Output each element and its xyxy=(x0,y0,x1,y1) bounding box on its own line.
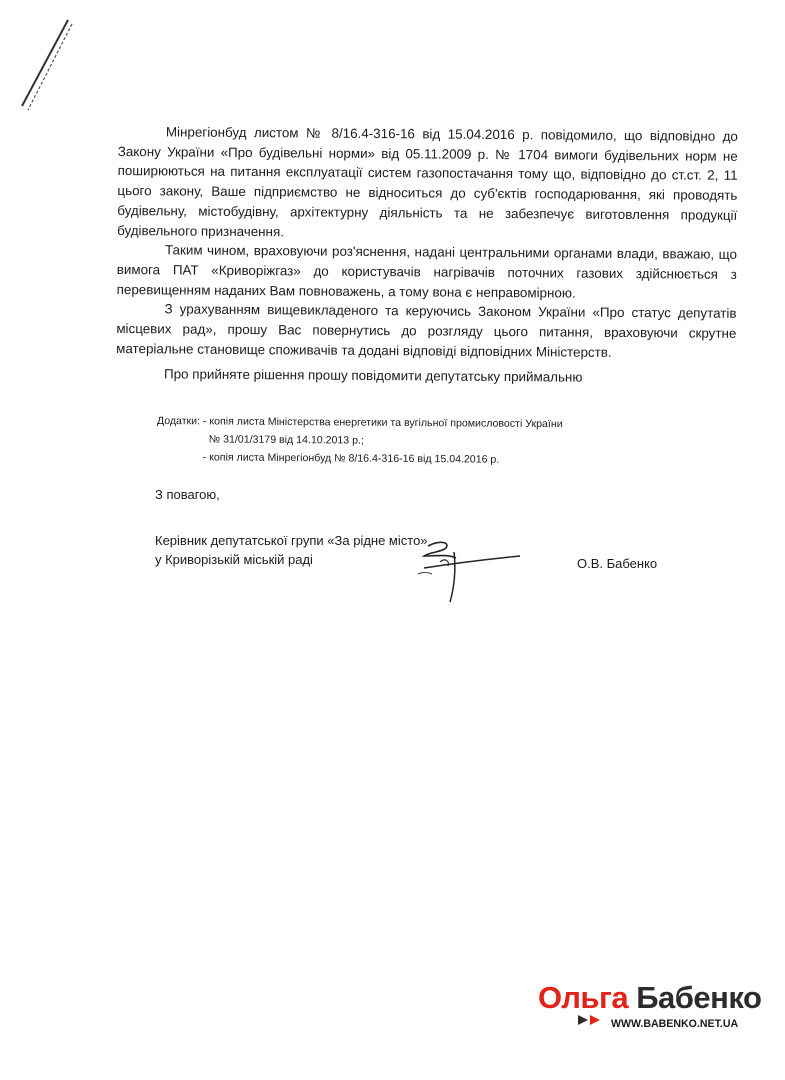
watermark-last-name: Бабенко xyxy=(636,980,762,1015)
attachment-2: - копія листа Мінрегіонбуд № 8/16.4-316-16 від 15.04.2016 р. xyxy=(202,451,500,466)
regards: З повагою, xyxy=(155,487,220,502)
signer-title-line-2: у Криворізькій міській раді xyxy=(155,552,313,567)
scan-corner-mark xyxy=(18,18,78,113)
paragraph-2: Таким чином, враховуючи роз'яснення, надані центральними органами влади, вважаю, що вимога ПАТ «Криворіжгаз» до користувачів нагрівачів поточних газових здійснюється з перевищенням наданих Вам повноважень, а тому вона є неправомірною. xyxy=(116,242,738,301)
paragraph-1: Мінрегіонбуд листом № 8/16.4-316-16 від 15.04.2016 р. повідомило, що відповідно до Закону України «Про будівельні норми» від 05.11.2009 р. № 1704 вимоги будівельних норм не поширюються на питання експлуатації систем газопостачання тому що, відповідно до ст.ст. 2, 11 цього закону, Ваше підприємство не відноситься до суб'єктів господарювання, які проводять будівельну, містобудівну, архітектурну діяльність та не забезпечує виготовлення продукції будівельного призначення. xyxy=(117,124,738,239)
attachments-label: Додатки: xyxy=(156,414,201,428)
attachments-block xyxy=(157,412,717,470)
paragraph-3: З урахуванням вищевикладеного та керуючись Законом України «Про статус депутатів місцевих рад», прошу Вас повернутись до розгляду цього питання, враховуючи скрутне матеріальне становище споживачів та додані відповіді відповідних Міністерств. xyxy=(116,301,737,360)
closing-request: Про прийняте рішення прошу повідомити депутатську приймальню xyxy=(163,366,583,386)
signer-title xyxy=(155,531,428,569)
signer-name: О.В. Бабенко xyxy=(577,556,658,571)
handwritten-signature xyxy=(410,530,560,610)
watermark-brand xyxy=(538,980,761,1016)
attachment-1: - копія листа Міністерства енергетики та вугільної промисловості України xyxy=(202,415,563,431)
attachment-1-number: № 31/01/3179 від 14.10.2013 р.; xyxy=(208,433,364,447)
watermark-website: WWW.BABENKO.NET.UA xyxy=(611,1018,739,1030)
signer-title-line-1: Керівник депутатської групи «За рідне місто» xyxy=(155,533,428,548)
website-arrow-icon xyxy=(574,1011,610,1029)
letter-body xyxy=(116,122,738,389)
watermark-first-name: Ольга xyxy=(538,980,629,1015)
